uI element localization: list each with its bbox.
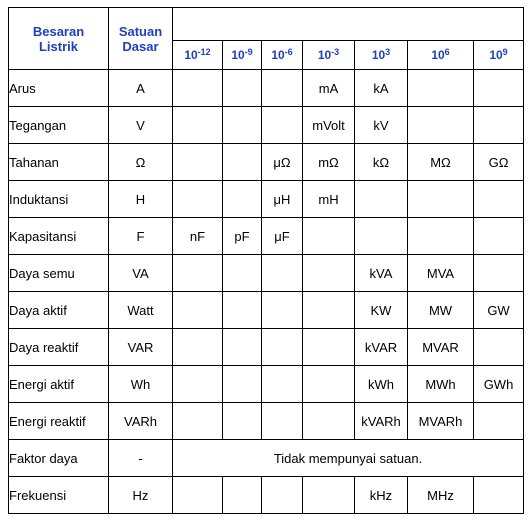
prefixed-unit-cell <box>223 292 262 329</box>
prefixed-unit-cell <box>262 366 303 403</box>
base-unit-cell: Ω <box>109 144 173 181</box>
table-row <box>9 366 524 403</box>
table-row <box>9 477 524 514</box>
base-unit-cell: VA <box>109 255 173 292</box>
prefixed-unit-cell <box>173 292 223 329</box>
table-row <box>9 107 524 144</box>
prefix-base: 10 <box>371 48 386 62</box>
prefixed-unit-cell <box>223 477 262 514</box>
prefixed-unit-cell <box>173 144 223 181</box>
quantity-cell: Daya reaktif <box>9 329 109 366</box>
prefix-header <box>223 41 262 70</box>
prefixed-unit-cell <box>262 255 303 292</box>
prefixed-unit-cell: mΩ <box>303 144 355 181</box>
base-unit-cell: - <box>109 440 173 477</box>
base-unit-cell: VARh <box>109 403 173 440</box>
prefixed-unit-cell: kHz <box>355 477 408 514</box>
prefixed-unit-cell <box>262 329 303 366</box>
prefixed-unit-cell: MVAR <box>408 329 474 366</box>
header-prefix-group <box>173 8 524 41</box>
prefixed-unit-cell <box>173 70 223 107</box>
table-row <box>9 218 524 255</box>
base-unit-cell: Hz <box>109 477 173 514</box>
no-unit-note: Tidak mempunyai satuan. <box>173 440 524 477</box>
prefixed-unit-cell <box>303 477 355 514</box>
prefix-header <box>355 41 408 70</box>
quantity-cell: Energi aktif <box>9 366 109 403</box>
prefixed-unit-cell <box>223 329 262 366</box>
prefixed-unit-cell: MVARh <box>408 403 474 440</box>
base-unit-cell: V <box>109 107 173 144</box>
prefixed-unit-cell <box>223 107 262 144</box>
prefixed-unit-cell <box>262 107 303 144</box>
prefixed-unit-cell <box>173 329 223 366</box>
header-base-unit-label: Satuan Dasar <box>118 23 163 54</box>
quantity-cell: Tahanan <box>9 144 109 181</box>
prefixed-unit-cell <box>173 255 223 292</box>
prefixed-unit-cell <box>223 255 262 292</box>
prefix-exponent: 9 <box>502 47 508 57</box>
prefixed-unit-cell: nF <box>173 218 223 255</box>
prefixed-unit-cell <box>303 218 355 255</box>
prefix-base: 10 <box>317 48 332 62</box>
header-base-unit <box>109 8 173 70</box>
prefixed-unit-cell: MW <box>408 292 474 329</box>
prefixed-unit-cell: MHz <box>408 477 474 514</box>
prefix-exponent: 6 <box>444 47 450 57</box>
table-row <box>9 292 524 329</box>
prefix-header <box>408 41 474 70</box>
prefix-base: 10 <box>489 48 503 62</box>
prefixed-unit-cell <box>223 366 262 403</box>
prefixed-unit-cell <box>303 366 355 403</box>
table-row <box>9 144 524 181</box>
prefixed-unit-cell <box>173 366 223 403</box>
prefixed-unit-cell: kV <box>355 107 408 144</box>
prefixed-unit-cell: μF <box>262 218 303 255</box>
prefixed-unit-cell <box>408 107 474 144</box>
prefixed-unit-cell: mA <box>303 70 355 107</box>
quantity-cell: Faktor daya <box>9 440 109 477</box>
header-quantity <box>9 8 109 70</box>
prefixed-unit-cell <box>408 70 474 107</box>
quantity-cell: Daya aktif <box>9 292 109 329</box>
prefixed-unit-cell <box>408 218 474 255</box>
quantity-cell: Arus <box>9 70 109 107</box>
prefixed-unit-cell <box>223 70 262 107</box>
table-row <box>9 440 524 477</box>
base-unit-cell: A <box>109 70 173 107</box>
quantity-cell: Daya semu <box>9 255 109 292</box>
prefixed-unit-cell: MΩ <box>408 144 474 181</box>
prefixed-unit-cell <box>474 218 524 255</box>
prefixed-unit-cell <box>303 255 355 292</box>
base-unit-cell: F <box>109 218 173 255</box>
prefixed-unit-cell <box>303 403 355 440</box>
prefixed-unit-cell <box>223 403 262 440</box>
prefixed-unit-cell <box>173 107 223 144</box>
table-row <box>9 329 524 366</box>
prefixed-unit-cell <box>474 181 524 218</box>
prefixed-unit-cell <box>474 255 524 292</box>
table-body <box>9 70 524 514</box>
base-unit-cell: H <box>109 181 173 218</box>
header-quantity-label: Besaran Listrik <box>32 23 85 54</box>
prefix-exponent: -12 <box>197 47 211 57</box>
prefixed-unit-cell: mH <box>303 181 355 218</box>
prefix-header <box>262 41 303 70</box>
quantity-cell: Kapasitansi <box>9 218 109 255</box>
prefixed-unit-cell: pF <box>223 218 262 255</box>
prefixed-unit-cell <box>262 477 303 514</box>
prefixed-unit-cell <box>262 70 303 107</box>
prefixed-unit-cell: KW <box>355 292 408 329</box>
prefix-base: 10 <box>184 48 198 62</box>
prefixed-unit-cell <box>223 181 262 218</box>
table-row <box>9 255 524 292</box>
prefixed-unit-cell: MVA <box>408 255 474 292</box>
table-row <box>9 403 524 440</box>
base-unit-cell: Wh <box>109 366 173 403</box>
prefixed-unit-cell: MWh <box>408 366 474 403</box>
quantity-cell: Induktansi <box>9 181 109 218</box>
prefixed-unit-cell <box>223 144 262 181</box>
electrical-units-table <box>8 7 524 514</box>
prefix-exponent: 3 <box>385 47 391 57</box>
table-row <box>9 70 524 107</box>
prefix-base: 10 <box>271 48 285 62</box>
prefixed-unit-cell: kA <box>355 70 408 107</box>
prefixed-unit-cell <box>355 181 408 218</box>
prefixed-unit-cell <box>408 181 474 218</box>
prefixed-unit-cell: kVA <box>355 255 408 292</box>
table-header <box>9 8 524 70</box>
prefixed-unit-cell <box>355 218 408 255</box>
prefixed-unit-cell: kVARh <box>355 403 408 440</box>
prefix-exponent: -6 <box>284 47 293 57</box>
prefix-exponent: -3 <box>331 47 340 57</box>
prefixed-unit-cell <box>303 329 355 366</box>
prefixed-unit-cell: GWh <box>474 366 524 403</box>
base-unit-cell: VAR <box>109 329 173 366</box>
quantity-cell: Energi reaktif <box>9 403 109 440</box>
prefixed-unit-cell: kWh <box>355 366 408 403</box>
prefixed-unit-cell <box>173 181 223 218</box>
prefixed-unit-cell <box>474 70 524 107</box>
prefix-header <box>474 41 524 70</box>
prefixed-unit-cell: μΩ <box>262 144 303 181</box>
prefixed-unit-cell <box>173 477 223 514</box>
prefix-header <box>303 41 355 70</box>
prefix-exponent: -9 <box>244 47 253 57</box>
prefix-header <box>173 41 223 70</box>
prefixed-unit-cell <box>474 403 524 440</box>
prefixed-unit-cell: GΩ <box>474 144 524 181</box>
quantity-cell: Frekuensi <box>9 477 109 514</box>
prefixed-unit-cell: GW <box>474 292 524 329</box>
prefixed-unit-cell: μH <box>262 181 303 218</box>
prefixed-unit-cell: kVAR <box>355 329 408 366</box>
prefix-base: 10 <box>231 48 245 62</box>
prefixed-unit-cell <box>173 403 223 440</box>
table-row <box>9 181 524 218</box>
prefixed-unit-cell <box>303 292 355 329</box>
prefixed-unit-cell: mVolt <box>303 107 355 144</box>
prefix-base: 10 <box>431 48 445 62</box>
prefixed-unit-cell <box>262 403 303 440</box>
prefixed-unit-cell <box>474 329 524 366</box>
prefixed-unit-cell <box>262 292 303 329</box>
prefixed-unit-cell: kΩ <box>355 144 408 181</box>
quantity-cell: Tegangan <box>9 107 109 144</box>
base-unit-cell: Watt <box>109 292 173 329</box>
prefixed-unit-cell <box>474 107 524 144</box>
prefixed-unit-cell <box>474 477 524 514</box>
